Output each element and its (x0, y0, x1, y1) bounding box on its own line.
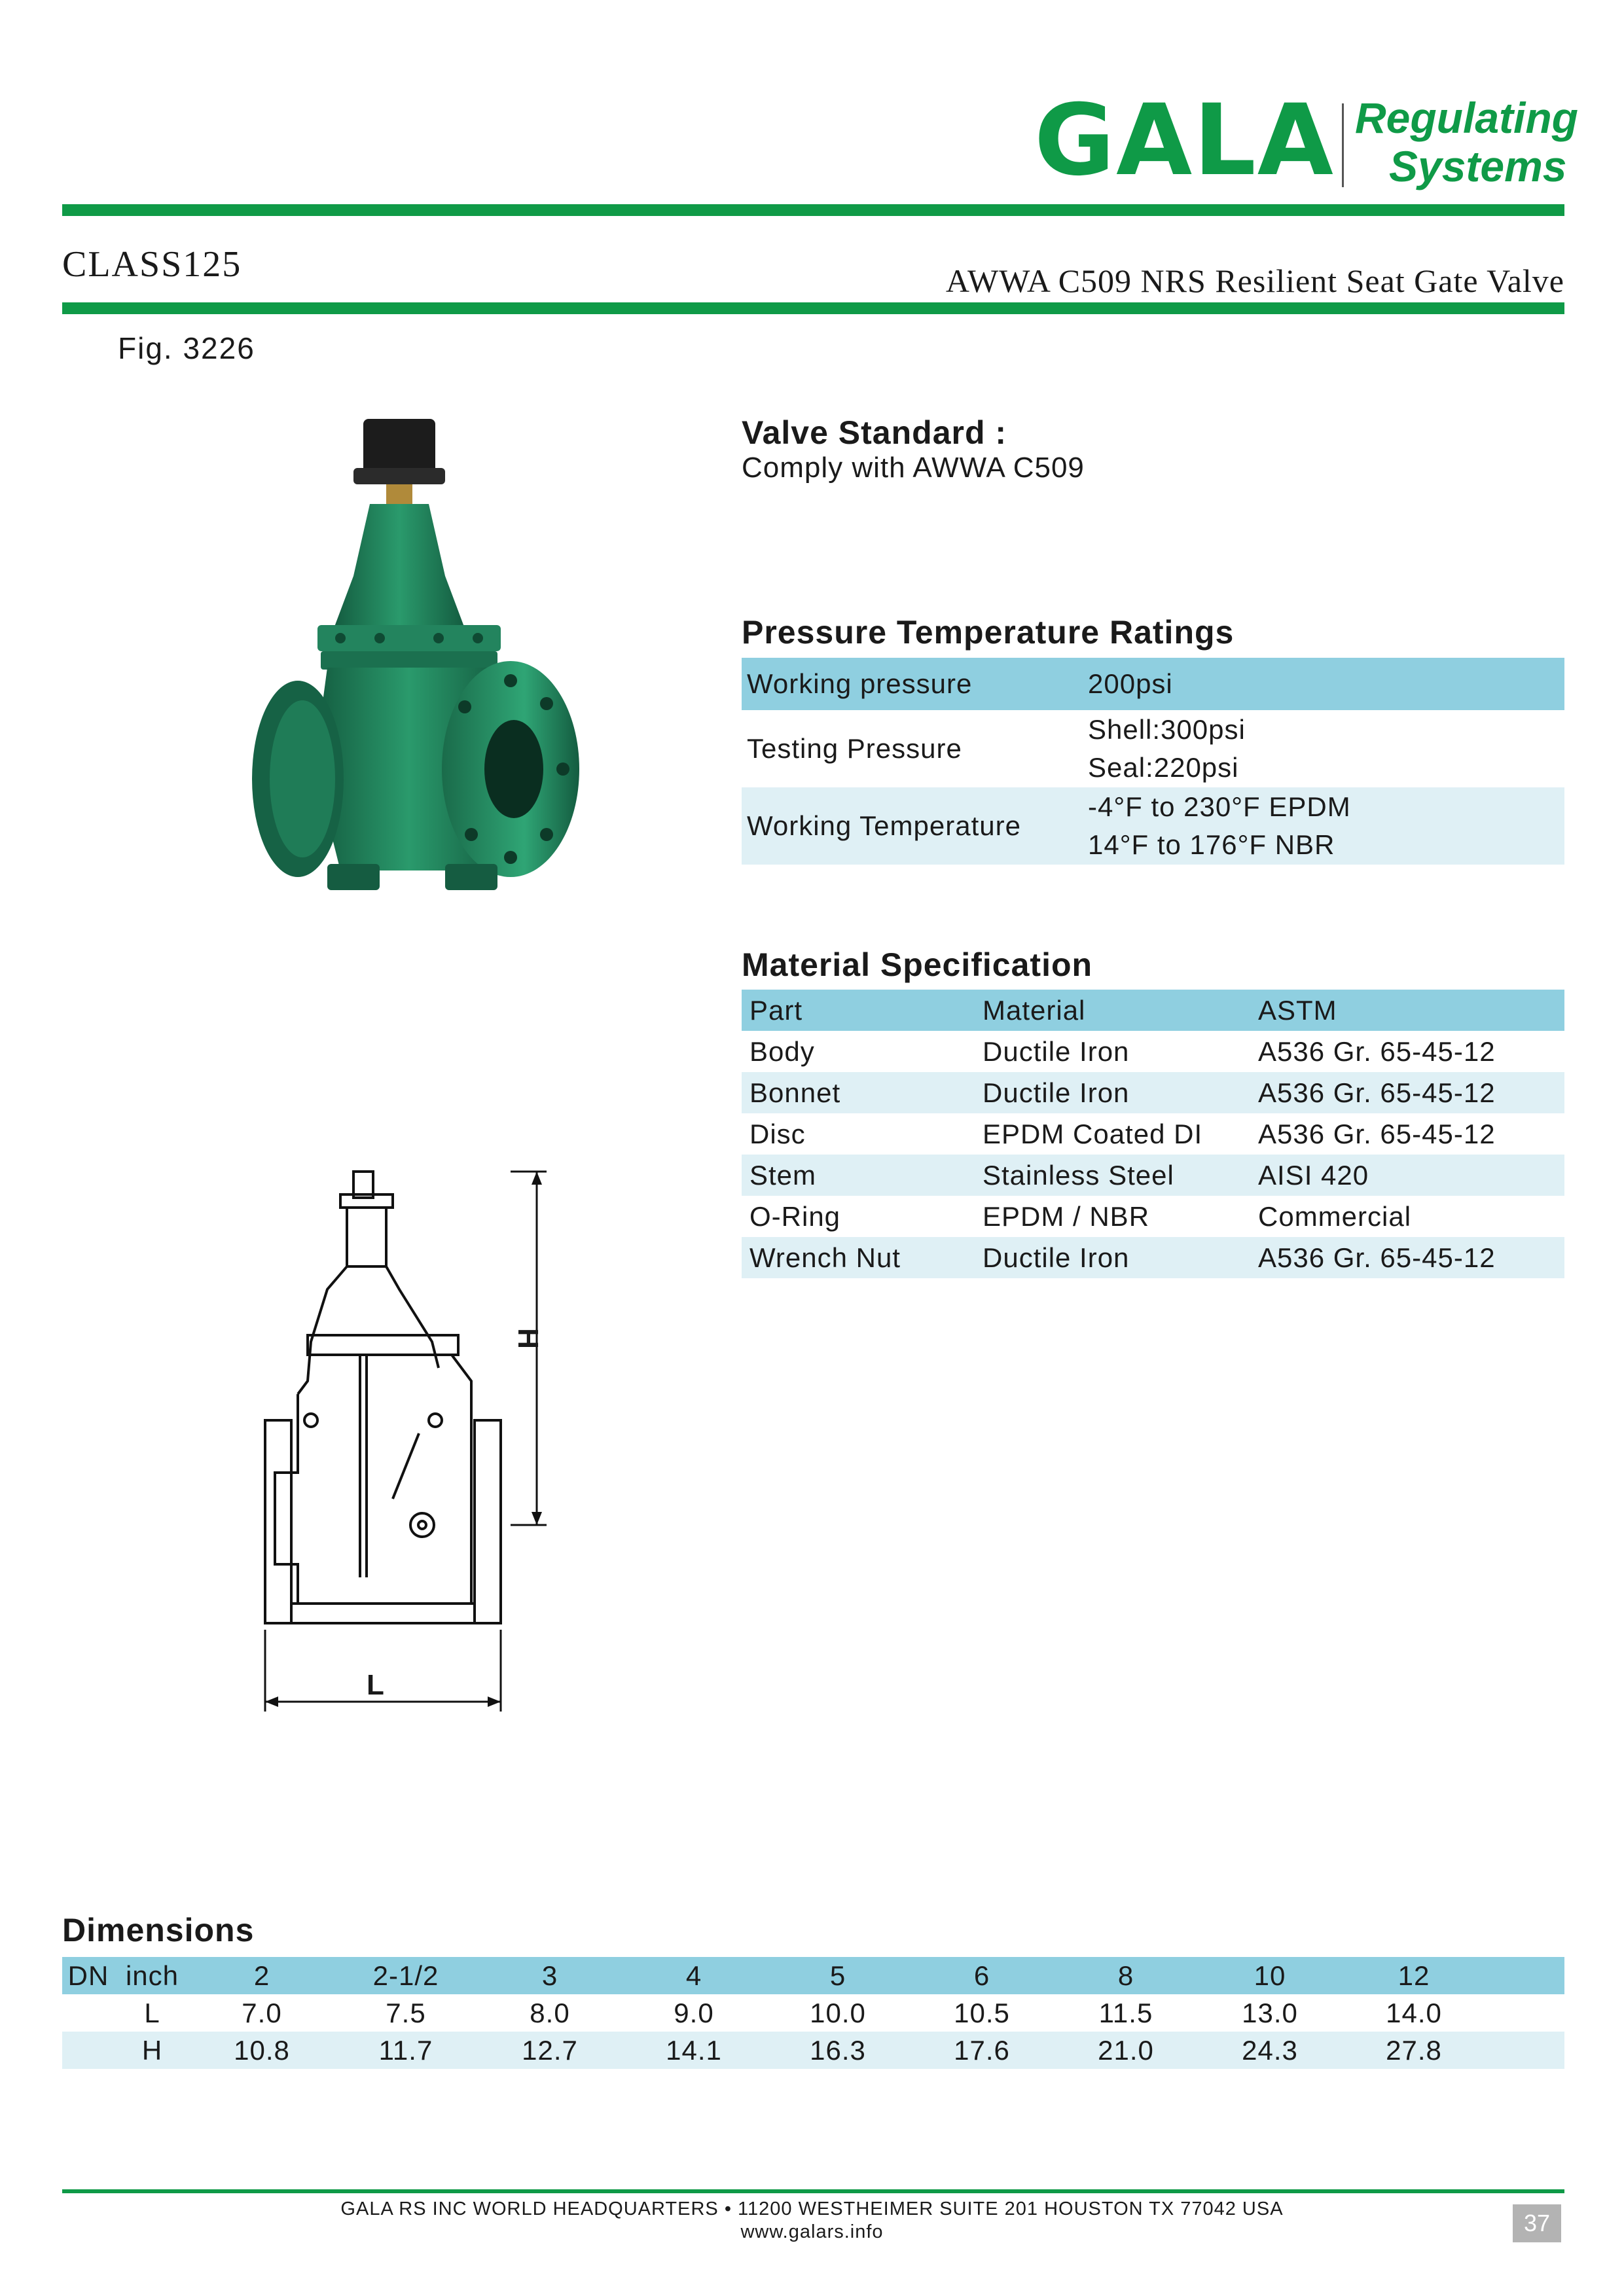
part-cell: Wrench Nut (749, 1242, 901, 1273)
empty-cell (1486, 2032, 1564, 2069)
dimensions-title: Dimensions (62, 1912, 255, 1948)
unit-header: inch (125, 1960, 179, 1991)
figure-number: Fig. 3226 (118, 331, 255, 365)
size-header: 10 (1254, 1960, 1286, 1991)
footer-rule (62, 2189, 1564, 2193)
subtitle-rule (62, 302, 1564, 314)
astm-cell: A536 Gr. 65-45-12 (1258, 1035, 1496, 1067)
astm-cell: A536 Gr. 65-45-12 (1258, 1242, 1496, 1273)
page-number-badge: 37 (1513, 2204, 1561, 2242)
size-header: 4 (685, 1960, 702, 1991)
valve-standard-text: Comply with AWWA C509 (742, 452, 1085, 484)
rating-value (1083, 787, 1564, 865)
dimension-cell: 9.0 (674, 1997, 714, 2028)
pressure-ratings-table (742, 658, 1564, 865)
dimension-cell: 14.1 (666, 2034, 722, 2066)
row-label: H (141, 2034, 163, 2066)
rating-label: Testing Pressure (747, 733, 962, 764)
class-label: CLASS125 (62, 244, 242, 285)
size-header: 2-1/2 (372, 1960, 439, 1991)
size-header: 8 (1117, 1960, 1134, 1991)
table-row (742, 1113, 1564, 1155)
table-row (742, 1237, 1564, 1278)
dimension-cell: 11.7 (378, 2034, 433, 2066)
material-spec-title: Material Specification (742, 946, 1093, 983)
table-row (742, 1155, 1564, 1196)
column-header: Part (749, 994, 803, 1026)
part-cell: Body (749, 1035, 815, 1067)
dimension-cell: 7.5 (386, 1997, 426, 2028)
size-header: 12 (1398, 1960, 1430, 1991)
table-row (742, 1072, 1564, 1113)
rating-value-line: -4°F to 230°F EPDM (1088, 791, 1351, 822)
astm-cell: A536 Gr. 65-45-12 (1258, 1118, 1496, 1149)
valve-technical-drawing (236, 1158, 576, 1721)
empty-cell (62, 2032, 115, 2069)
table-header-row (742, 990, 1564, 1031)
dimension-cell: 14.0 (1386, 1997, 1442, 2028)
footer-url[interactable]: www.galars.info (740, 2221, 884, 2242)
pressure-ratings-title: Pressure Temperature Ratings (742, 614, 1235, 651)
empty-cell (1486, 1994, 1564, 2032)
column-header: Material (983, 994, 1086, 1026)
dn-header: DN (67, 1960, 109, 1991)
logo-tagline-2: Systems (1389, 142, 1567, 190)
logo-wordmark: GALA (1034, 84, 1335, 198)
dimension-cell: 21.0 (1098, 2034, 1154, 2066)
table-row (742, 1196, 1564, 1237)
size-header: 5 (829, 1960, 846, 1991)
dimension-cell: 17.6 (954, 2034, 1010, 2066)
rating-value-line: 14°F to 176°F NBR (1088, 829, 1335, 860)
dimension-label-l: L (367, 1669, 384, 1701)
dimension-cell: 7.0 (242, 1997, 282, 2028)
dimension-cell: 11.5 (1098, 1997, 1153, 2028)
rating-value (1083, 710, 1564, 787)
size-header: 2 (253, 1960, 270, 1991)
row-label: L (144, 1997, 160, 2028)
dimension-cell: 8.0 (530, 1997, 570, 2028)
material-spec-table (742, 990, 1564, 1278)
empty-cell (1486, 1957, 1564, 1994)
dimension-label-h: H (511, 1328, 544, 1349)
material-cell: Stainless Steel (983, 1159, 1174, 1191)
size-header: 6 (973, 1960, 990, 1991)
astm-cell: AISI 420 (1258, 1159, 1369, 1191)
dimension-cell: 27.8 (1386, 2034, 1442, 2066)
valve-standard-title: Valve Standard : (742, 414, 1007, 451)
astm-cell: A536 Gr. 65-45-12 (1258, 1077, 1496, 1108)
dimensions-table (62, 1957, 1564, 2069)
material-cell: Ductile Iron (983, 1077, 1130, 1108)
rating-value: 200psi (1088, 668, 1173, 699)
rating-value-line: Seal:220psi (1088, 752, 1239, 783)
rating-value-line: Shell:300psi (1088, 714, 1246, 745)
material-cell: EPDM Coated DI (983, 1118, 1203, 1149)
part-cell: Disc (749, 1118, 806, 1149)
table-header-row (62, 1957, 1564, 1994)
table-row (62, 1994, 1564, 2032)
footer-address: GALA RS INC WORLD HEADQUARTERS • 11200 WESTHEIMER SUITE 201 HOUSTON TX 77042 USA (340, 2198, 1284, 2219)
brand-logo (1034, 84, 1578, 198)
astm-cell: Commercial (1258, 1200, 1412, 1232)
dimension-cell: 10.8 (234, 2034, 290, 2066)
dimension-cell: 13.0 (1242, 1997, 1298, 2028)
material-cell: EPDM / NBR (983, 1200, 1150, 1232)
table-row (742, 787, 1564, 865)
table-row (62, 2032, 1564, 2069)
dimension-cell: 10.5 (954, 1997, 1010, 2028)
table-row (742, 1031, 1564, 1072)
rating-label: Working pressure (747, 668, 973, 699)
material-cell: Ductile Iron (983, 1242, 1130, 1273)
dimension-cell: 12.7 (522, 2034, 578, 2066)
product-subtitle: AWWA C509 NRS Resilient Seat Gate Valve (945, 262, 1564, 299)
part-cell: Bonnet (749, 1077, 841, 1108)
size-header: 3 (541, 1960, 558, 1991)
header-rule (62, 204, 1564, 216)
dimension-cell: 24.3 (1242, 2034, 1298, 2066)
column-header: ASTM (1258, 994, 1337, 1026)
table-row (742, 710, 1564, 787)
logo-tagline-1: Regulating (1355, 94, 1578, 142)
part-cell: Stem (749, 1159, 817, 1191)
dimension-cell: 10.0 (810, 1997, 866, 2028)
table-row (742, 658, 1564, 710)
rating-label: Working Temperature (747, 810, 1021, 841)
part-cell: O-Ring (749, 1200, 841, 1232)
valve-photo (249, 412, 583, 956)
empty-cell (62, 1994, 115, 2032)
logo-divider (1342, 103, 1344, 187)
material-cell: Ductile Iron (983, 1035, 1130, 1067)
dimension-cell: 16.3 (810, 2034, 866, 2066)
